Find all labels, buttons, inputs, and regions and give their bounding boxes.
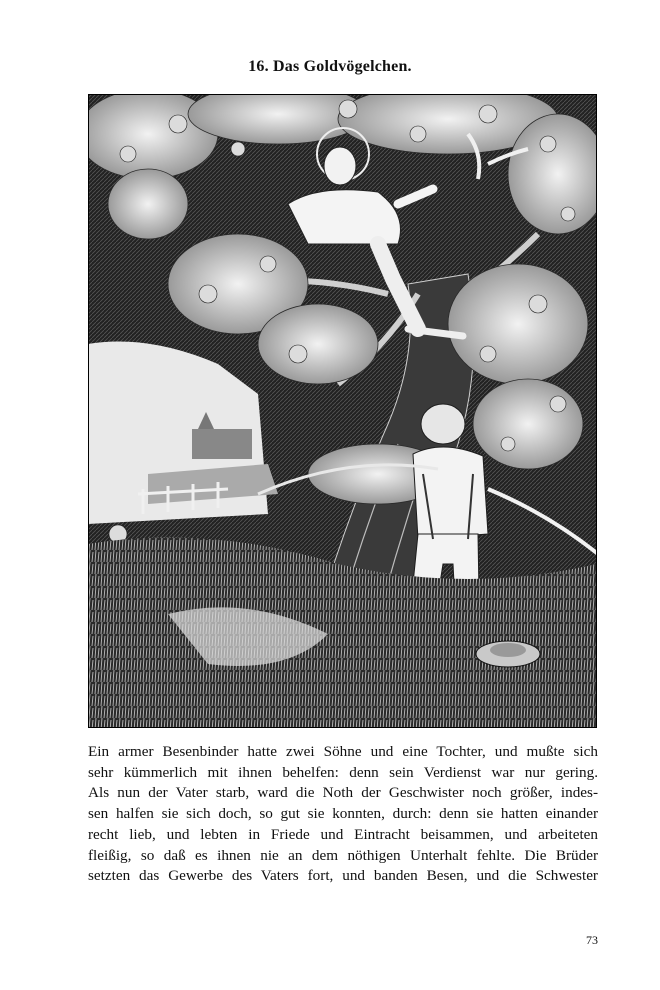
page-title: 16. Das Goldvögelchen. [248,58,412,75]
text-line: recht lieb, und lebten in Friede und Eintracht beisammen, und arbeiteten [88,825,598,843]
page-number: 73 [586,933,598,947]
text-line: fleißig, so daß es ihnen nie an dem nöthigen Unterhalt fehlte. Die Brüder [88,846,598,864]
text-line: sehr kümmerlich mit ihnen behelfen: denn sein Verdienst war nur gering. [88,763,598,781]
engraving-illustration [88,94,597,728]
text-line: setzten das Gewerbe des Vaters fort, und banden Besen, und die Schwester [88,867,598,885]
text-line: Als nun der Vater starb, ward die Noth der Geschwister noch größer, indes- [88,784,598,802]
text-line: sen halfen sie sich doch, so gut sie konnten, durch: denn sie hatten einander [88,805,598,823]
text-line: Ein armer Besenbinder hatte zwei Söhne und eine Tochter, und mußte sich [88,743,598,760]
story-paragraph [88,742,598,887]
